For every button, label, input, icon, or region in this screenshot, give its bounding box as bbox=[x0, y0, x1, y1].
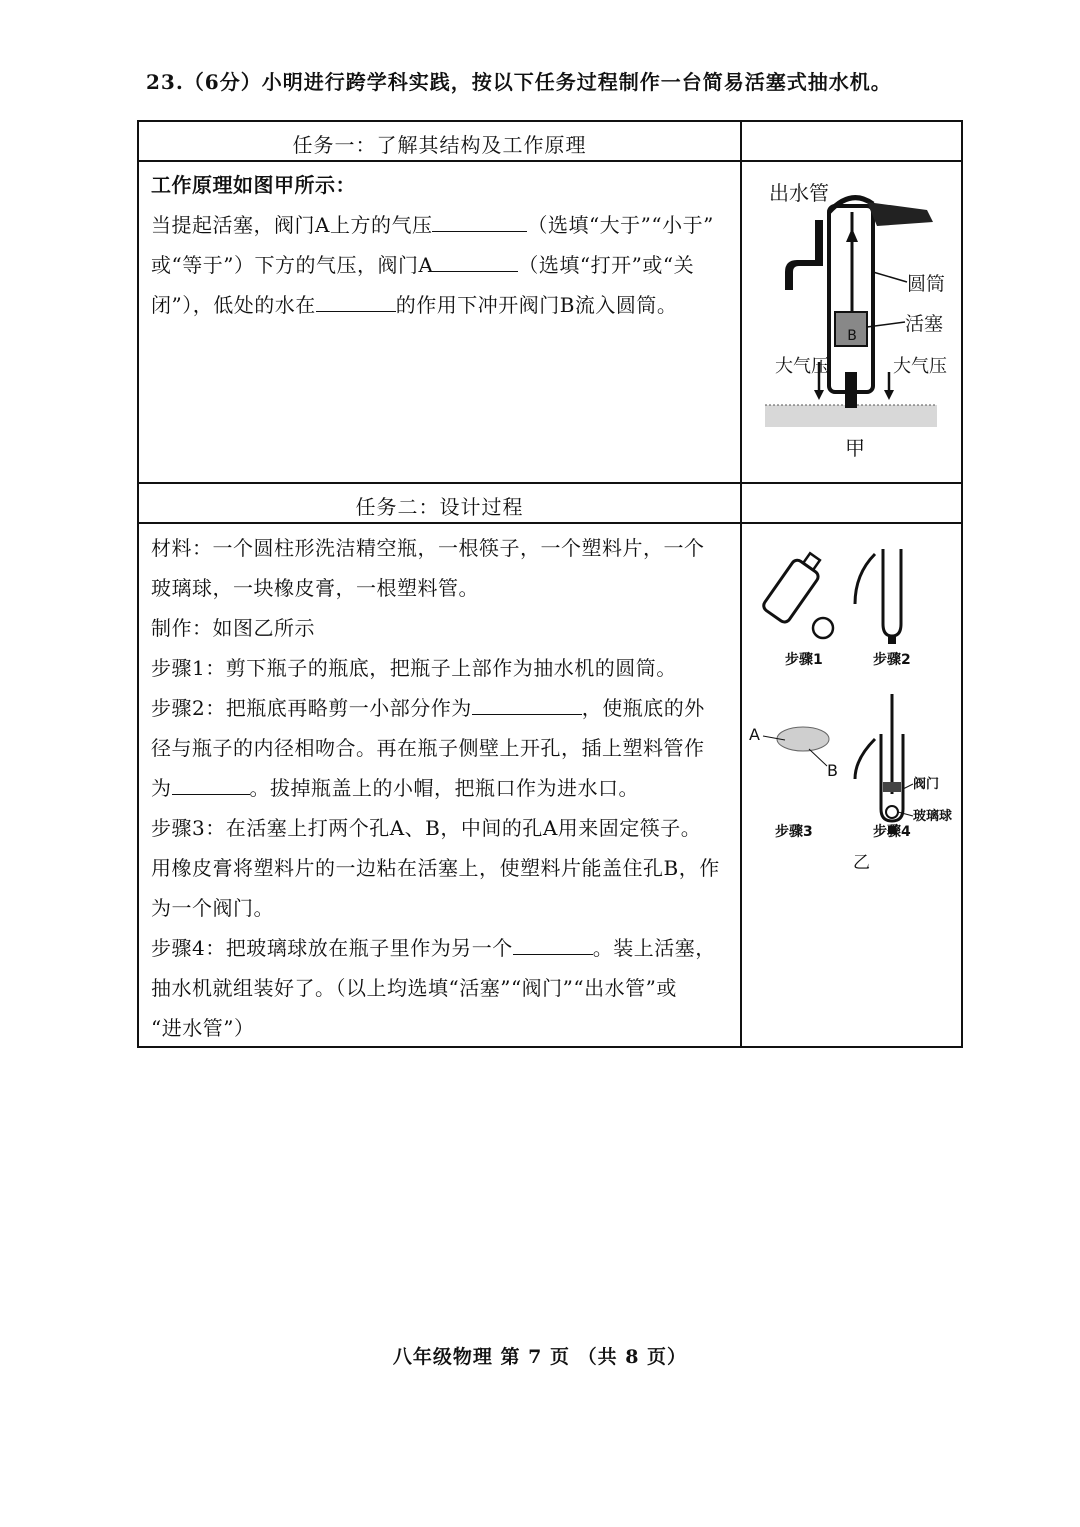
label-a: A bbox=[749, 725, 760, 744]
step2-pipe bbox=[855, 554, 875, 604]
task1-line: 当提起活塞，阀门A上方的气压 （选填“大于”“小于” bbox=[151, 205, 736, 245]
task2-line: “进水管”） bbox=[151, 1016, 255, 1040]
pump-diagram-jia bbox=[757, 172, 953, 464]
figure-caption-jia: 甲 bbox=[845, 436, 865, 460]
glass-ball-label: 玻璃球 bbox=[913, 809, 953, 824]
valve-label: 阀门 bbox=[913, 777, 940, 792]
task2-line: 步骤2：把瓶底再略剪一小部分作为 ，使瓶底的外 bbox=[151, 688, 736, 728]
step4-label: 步骤4 bbox=[873, 824, 911, 840]
answer-blank[interactable] bbox=[433, 249, 518, 272]
column-divider bbox=[740, 122, 742, 1048]
glass-ball bbox=[813, 618, 833, 638]
task1-header: 任务一：了解其结构及工作原理 bbox=[292, 133, 587, 157]
task2-header: 任务二：设计过程 bbox=[355, 495, 524, 519]
task2-line: 径与瓶子的内径相吻合。再在瓶子侧壁上开孔，插上塑料管作 bbox=[151, 736, 705, 760]
answer-blank[interactable] bbox=[513, 932, 593, 955]
label-b: B bbox=[847, 328, 857, 344]
answer-blank[interactable] bbox=[172, 772, 250, 795]
ground bbox=[765, 405, 937, 427]
task-table bbox=[137, 120, 963, 1048]
cylinder-label: 圆筒 bbox=[907, 273, 946, 295]
outlet-label: 出水管 bbox=[769, 181, 829, 205]
step1-bottle bbox=[761, 548, 827, 624]
task2-line: 制作：如图乙所示 bbox=[151, 616, 315, 640]
task2-line: 为 。拔掉瓶盖上的小帽，把瓶口作为进水口。 bbox=[151, 768, 736, 808]
answer-blank[interactable] bbox=[432, 209, 527, 232]
task2-line: 抽水机就组装好了。（以上均选填“活塞”“阀门”“出水管”或 bbox=[151, 976, 677, 1000]
task2-line: 步骤4：把玻璃球放在瓶子里作为另一个 。装上活塞， bbox=[151, 928, 736, 968]
figure-caption-yi: 乙 bbox=[853, 853, 870, 873]
answer-blank[interactable] bbox=[316, 289, 396, 312]
task1-line: 闭”），低处的水在 的作用下冲开阀门B流入圆筒。 bbox=[151, 285, 736, 325]
handle bbox=[867, 202, 933, 226]
task1-line: 或“等于”）下方的气压，阀门A （选填“打开”或“关 bbox=[151, 245, 736, 285]
task2-line: 用橡皮膏将塑料片的一边粘在活塞上，使塑料片能盖住孔B，作 bbox=[151, 856, 720, 880]
row-divider bbox=[139, 482, 961, 484]
step2-label: 步骤2 bbox=[873, 652, 911, 668]
step2-bottle bbox=[883, 549, 901, 636]
assembly-diagram-yi bbox=[745, 544, 961, 874]
task2-line: 步骤3：在活塞上打两个孔A、B，中间的孔A用来固定筷子。 bbox=[151, 816, 702, 840]
question-title: 23.（6分）小明进行跨学科实践，按以下任务过程制作一台简易活塞式抽水机。 bbox=[146, 70, 892, 94]
answer-blank[interactable] bbox=[472, 692, 582, 715]
task2-line: 玻璃球，一块橡皮膏，一根塑料管。 bbox=[151, 576, 479, 600]
row-divider bbox=[139, 522, 961, 524]
step3-piston bbox=[777, 727, 829, 751]
piston-label: 活塞 bbox=[905, 313, 944, 335]
task2-line: 为一个阀门。 bbox=[151, 896, 274, 920]
air-pressure-right-label: 大气压 bbox=[893, 356, 947, 377]
task2-line: 材料：一个圆柱形洗洁精空瓶，一根筷子，一个塑料片，一个 bbox=[151, 536, 705, 560]
row-divider bbox=[139, 160, 961, 162]
step3-label: 步骤3 bbox=[775, 824, 813, 840]
label-b: B bbox=[827, 761, 838, 780]
task2-line: 步骤1：剪下瓶子的瓶底，把瓶子上部作为抽水机的圆筒。 bbox=[151, 656, 677, 680]
air-pressure-left-label: 大气压 bbox=[775, 356, 829, 377]
task1-line: 工作原理如图甲所示： bbox=[151, 173, 356, 197]
page-footer: 八年级物理 第 7 页 （共 8 页） bbox=[392, 1346, 688, 1368]
step1-label: 步骤1 bbox=[785, 652, 823, 668]
outlet-pipe bbox=[785, 220, 823, 290]
